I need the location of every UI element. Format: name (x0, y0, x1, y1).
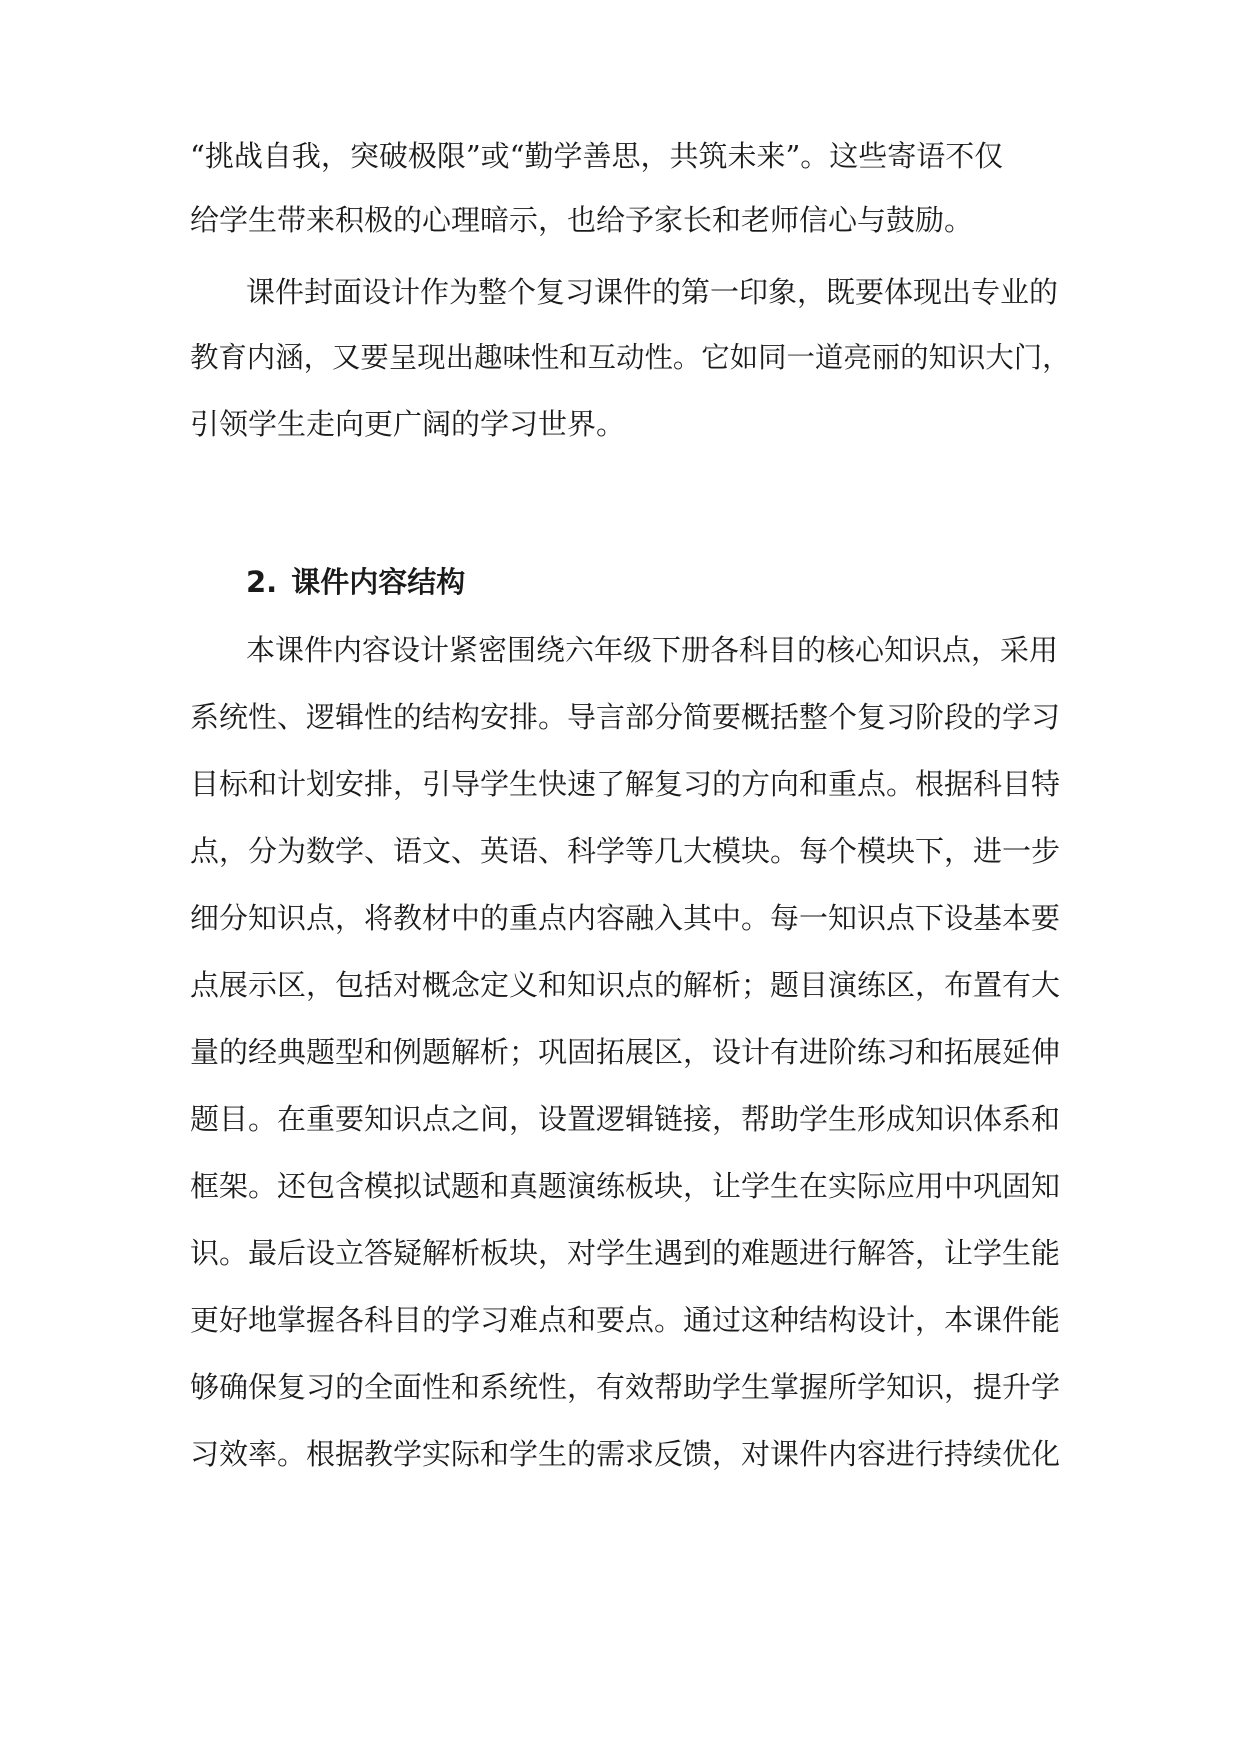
text-line: 教育内涵，又要呈现出趣味性和互动性。它如同一道亮丽的知识大门， (190, 341, 1071, 374)
text-line: 点展示区，包括对概念定义和知识点的解析；题目演练区，布置有大 (190, 968, 1061, 1002)
text-line: 够确保复习的全面性和系统性，有效帮助学生掌握所学知识，提升学 (190, 1370, 1061, 1404)
text-line: 引领学生走向更广阔的学习世界。 (190, 407, 626, 441)
section-number: 2. (246, 565, 278, 599)
text-line: 框架。还包含模拟试题和真题演练板块，让学生在实际应用中巩固知 (190, 1169, 1061, 1203)
text-line: 更好地掌握各科目的学习难点和要点。通过这种结构设计，本课件能 (190, 1303, 1061, 1337)
text-line: 给学生带来积极的心理暗示，也给予家长和老师信心与鼓励。 (190, 203, 974, 237)
text-line: 本课件内容设计紧密围绕六年级下册各科目的核心知识点，采用 (246, 633, 1059, 667)
text-line: 识。最后设立答疑解析板块，对学生遇到的难题进行解答，让学生能 (190, 1236, 1061, 1270)
text-line: 量的经典题型和例题解析；巩固拓展区，设计有进阶练习和拓展延伸 (190, 1035, 1061, 1069)
text-line: 系统性、逻辑性的结构安排。导言部分简要概括整个复习阶段的学习 (190, 700, 1061, 734)
section-title: 课件内容结构 (291, 565, 466, 599)
text-line: 习效率。根据教学实际和学生的需求反馈，对课件内容进行持续优化 (190, 1437, 1061, 1471)
section-heading (246, 562, 465, 602)
text-line: 细分知识点，将教材中的重点内容融入其中。每一知识点下设基本要 (190, 901, 1061, 935)
text-line: 课件封面设计作为整个复习课件的第一印象，既要体现出专业的 (246, 275, 1059, 309)
text-line: 点，分为数学、语文、英语、科学等几大模块。每个模块下，进一步 (190, 834, 1061, 868)
text-line: “挑战自我，突破极限”或“勤学善思，共筑未来”。这些寄语不仅 (190, 139, 1004, 173)
text-line: 题目。在重要知识点之间，设置逻辑链接，帮助学生形成知识体系和 (190, 1102, 1061, 1136)
text-line: 目标和计划安排，引导学生快速了解复习的方向和重点。根据科目特 (190, 767, 1061, 801)
